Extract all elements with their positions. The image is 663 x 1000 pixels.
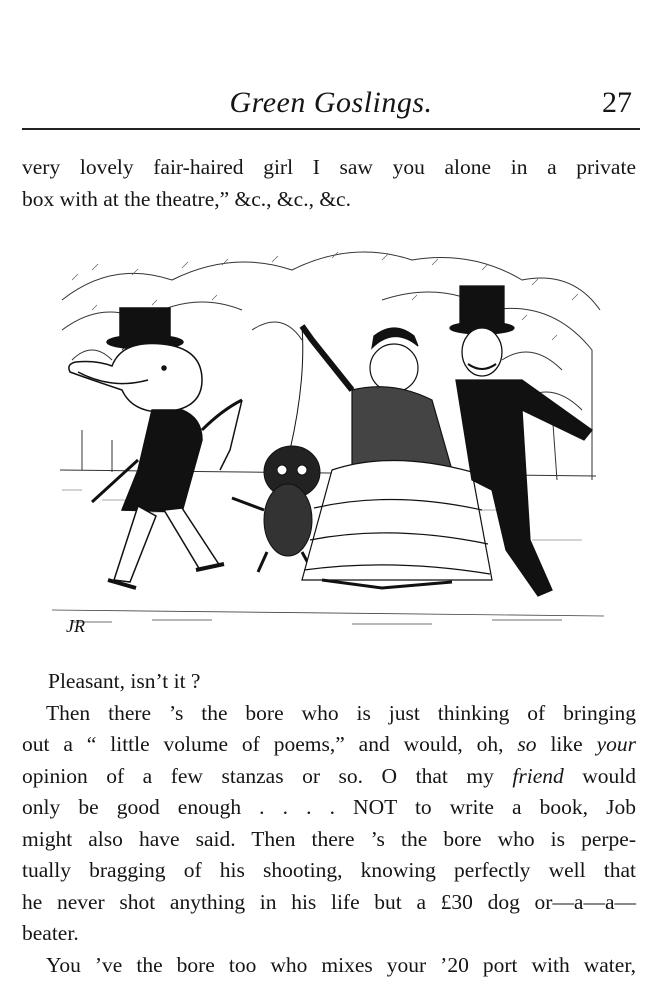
text-line — [22, 761, 636, 793]
running-title: Green Goslings. — [229, 86, 433, 119]
text-line — [22, 729, 636, 761]
text-line: might also have said. Then there ’s the bore who is perpe- — [22, 826, 636, 851]
text-line: he never shot anything in his life but a £30 dog or—a—a— — [22, 889, 636, 914]
text-segment: out a “ little volume of poems,” and would, oh, — [22, 732, 518, 756]
top-paragraph — [22, 152, 636, 215]
body-text — [22, 666, 636, 981]
ground-lines — [52, 610, 604, 624]
dangling-cat — [232, 326, 320, 574]
text-segment: opinion of a few stanzas or so. O that my — [22, 763, 513, 788]
text-segment: would — [563, 763, 637, 788]
paragraph-opening: Pleasant, isn’t it ? — [48, 669, 201, 693]
italic-word: your — [596, 732, 636, 756]
text-line: Then there ’s the bore who is just thinking of bringing — [46, 700, 636, 725]
paragraph-opening: You ’ve the bore too who mixes your ’20 port with water, — [46, 952, 636, 977]
text-segment: like — [536, 732, 597, 756]
italic-word: friend — [512, 763, 564, 788]
crying-woman — [302, 326, 492, 588]
page-number: 27 — [602, 86, 632, 119]
text-line: very lovely fair-haired girl I saw you alone in a private — [22, 155, 636, 179]
italic-word: so — [517, 732, 537, 756]
text-line: tually bragging of his shooting, knowing perfectly well that — [22, 858, 636, 882]
artist-signature: JR — [66, 616, 85, 636]
text-line: only be good enough . . . . NOT to write a book, Job — [22, 795, 636, 819]
engraving-illustration — [52, 240, 604, 648]
text-line: beater. — [22, 921, 79, 945]
engraving-svg — [52, 240, 604, 648]
running-head — [22, 82, 640, 130]
text-line: box with at the theatre,” &c., &c., &c. — [22, 186, 351, 211]
